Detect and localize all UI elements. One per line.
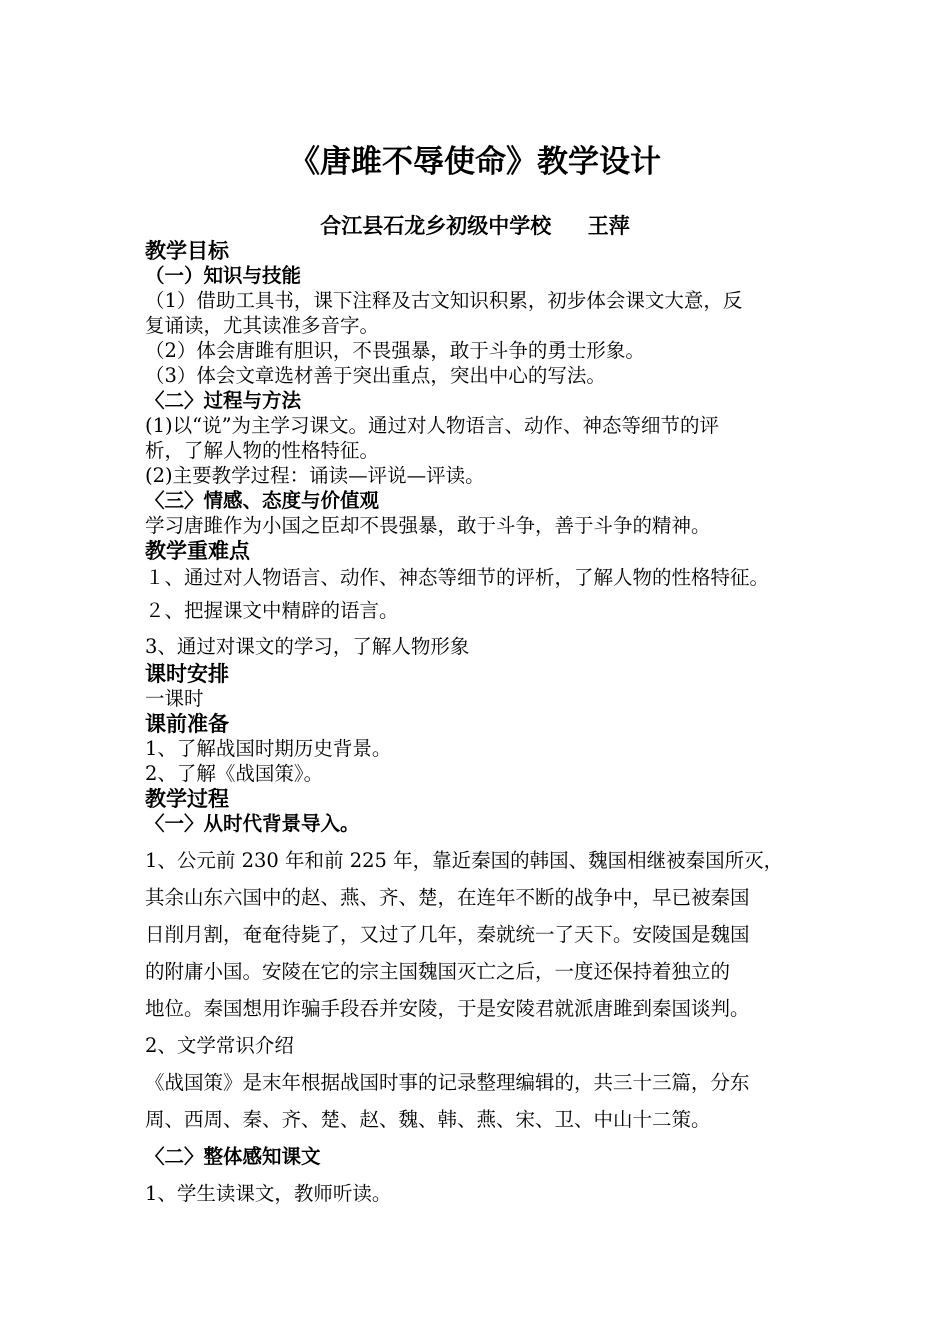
subsection-heading: 〈一〉从时代背景导入。: [145, 812, 360, 835]
paragraph-line: 1、了解战国时期历史背景。: [145, 737, 392, 760]
paragraph-line: 《战国策》是末年根据战国时事的记录整理编辑的，共三十三篇，分东: [145, 1071, 750, 1094]
paragraph-line: 1、公元前 230 年和前 225 年，靠近秦国的韩国、魏国相继被秦国所灭，: [145, 849, 784, 872]
paragraph-line: 日削月割，奄奄待毙了，又过了几年，秦就统一了天下。安陵国是魏国: [145, 923, 750, 946]
section-heading: 课时安排: [145, 661, 229, 686]
paragraph-line: 复诵读，尤其读准多音字。: [145, 314, 380, 337]
paragraph-line: 地位。秦国想用诈骗手段吞并安陵，于是安陵君就派唐雎到秦国谈判。: [145, 997, 750, 1020]
subsection-heading: 〈二〉整体感知课文: [145, 1145, 321, 1168]
paragraph-line: 2、文学常识介绍: [145, 1034, 294, 1057]
paragraph-line: (1)以“说”为主学习课文。通过对人物语言、动作、神态等细节的评: [145, 414, 720, 437]
paragraph-line: 学习唐雎作为小国之臣却不畏强暴，敢于斗争，善于斗争的精神。: [145, 514, 711, 537]
paragraph-line: １、通过对人物语言、动作、神态等细节的评析，了解人物的性格特征。: [145, 566, 770, 589]
subsection-heading: （一）知识与技能: [145, 264, 302, 287]
document-author: 合江县石龙乡初级中学校 王萍: [320, 213, 630, 238]
section-heading: 教学目标: [145, 238, 229, 263]
paragraph-line: （1）借助工具书，课下注释及古文知识积累，初步体会课文大意，反: [145, 289, 743, 312]
subsection-heading: 〈三〉情感、态度与价值观: [145, 489, 380, 512]
section-heading: 教学过程: [145, 786, 229, 811]
subsection-heading: 〈二〉过程与方法: [145, 389, 302, 412]
section-heading: 课前准备: [145, 711, 229, 736]
document-title: 《唐雎不辱使命》教学设计: [289, 144, 661, 180]
paragraph-line: 周、西周、秦、齐、楚、赵、魏、韩、燕、宋、卫、中山十二策。: [145, 1108, 711, 1131]
paragraph-line: 2、了解《战国策》。: [145, 762, 324, 785]
paragraph-line: 3、通过对课文的学习，了解人物形象: [145, 635, 470, 658]
paragraph-line: （3）体会文章选材善于突出重点，突出中心的写法。: [145, 364, 606, 387]
paragraph-line: ２、把握课文中精辟的语言。: [145, 599, 399, 622]
section-heading: 教学重难点: [145, 538, 250, 563]
paragraph-line: 一课时: [145, 687, 204, 710]
paragraph-line: （2）体会唐雎有胆识，不畏强暴，敢于斗争的勇士形象。: [145, 339, 645, 362]
paragraph-line: 其余山东六国中的赵、燕、齐、楚，在连年不断的战争中，早已被秦国: [145, 886, 750, 909]
paragraph-line: 的附庸小国。安陵在它的宗主国魏国灭亡之后，一度还保持着独立的: [145, 960, 731, 983]
paragraph-line: 1、学生读课文，教师听读。: [145, 1182, 392, 1205]
paragraph-line: 析，了解人物的性格特征。: [145, 439, 380, 462]
paragraph-line: (2)主要教学过程：诵读—评说—评读。: [145, 464, 485, 487]
